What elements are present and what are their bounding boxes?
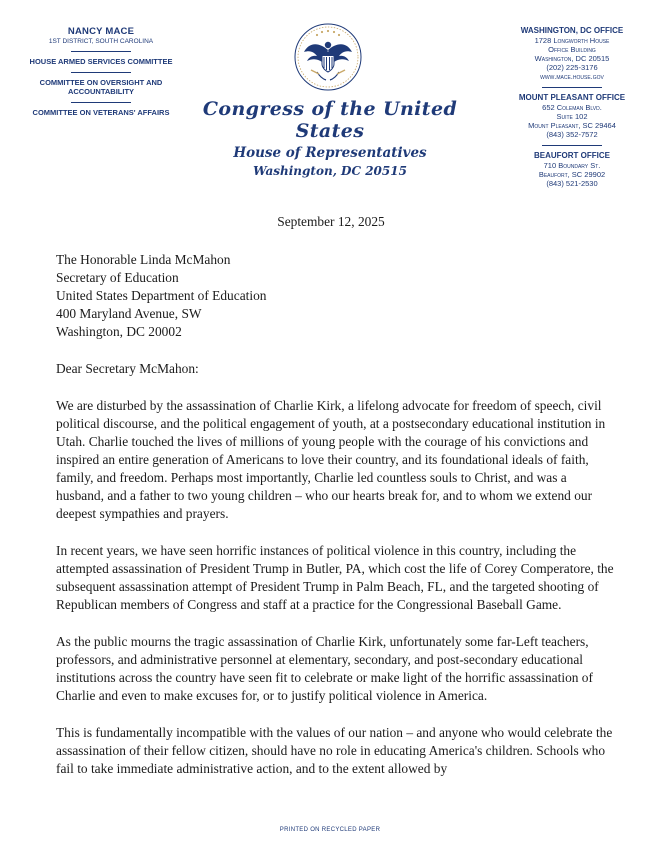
eagle-seal-icon (293, 22, 363, 92)
office-line: Beaufort, SC 29902 (538, 170, 606, 179)
divider (71, 72, 131, 73)
office-website: www.mace.house.gov (540, 72, 604, 81)
masthead-congress: Congress of the United States (202, 98, 458, 142)
office-mount-pleasant (498, 93, 646, 139)
recipient-line: The Honorable Linda McMahon (56, 252, 231, 267)
masthead (180, 98, 480, 178)
divider (71, 51, 131, 52)
paragraph: This is fundamentally incompatible with the values of our nation – and anyone who would celebrate the assassination of their fellow citizen, should have no role in educating America's children. Schools who fail to take immediate administrative action, and to the extent allowed by (56, 725, 613, 776)
recipient-line: United States Department of Education (56, 288, 267, 303)
committee-armed-services: HOUSE ARMED SERVICES COMMITTEE (29, 57, 173, 66)
letter-date: September 12, 2025 (277, 214, 385, 229)
office-line: 1728 Longworth House (534, 36, 610, 45)
office-phone: (843) 352-7572 (546, 130, 598, 139)
member-name: NANCY MACE (67, 26, 135, 37)
divider (542, 145, 602, 146)
divider (542, 87, 602, 88)
office-phone: (843) 521-2530 (546, 179, 598, 188)
office-beaufort (498, 151, 646, 188)
office-phone: (202) 225-3176 (546, 63, 598, 72)
office-line: 652 Coleman Blvd. (542, 103, 602, 112)
office-washington (498, 26, 646, 81)
recipient-line: Washington, DC 20002 (56, 324, 182, 339)
paragraph: In recent years, we have seen horrific instances of political violence in this country, including the attempted assassination of President Trump in Butler, PA, which cost the life of Corey Comperatore, the subsequent assassination attempt of President Trump in Palm Beach, FL, and the targeted shooting of Republican members of Congress and staff at a practice for the Congressional Baseball Game. (56, 543, 614, 612)
office-title: MOUNT PLEASANT OFFICE (518, 93, 626, 102)
masthead-house: House of Representatives (233, 145, 427, 161)
offices-block (498, 26, 646, 188)
recipient-line: 400 Maryland Avenue, SW (56, 306, 202, 321)
recycled-paper-note: PRINTED ON RECYCLED PAPER (279, 827, 381, 833)
salutation: Dear Secretary McMahon: (56, 361, 199, 376)
office-line: Washington, DC 20515 (534, 54, 610, 63)
divider (71, 102, 131, 103)
office-line: 710 Boundary St. (543, 161, 601, 170)
recipient-line: Secretary of Education (56, 270, 179, 285)
letter-body (56, 213, 616, 778)
office-title: BEAUFORT OFFICE (534, 151, 610, 160)
committee-oversight: COMMITTEE ON OVERSIGHT AND ACCOUNTABILITY (39, 78, 163, 96)
recipient-address (56, 251, 616, 341)
member-info-block (20, 26, 182, 117)
office-line: Suite 102 (556, 112, 588, 121)
office-line: Mount Pleasant, SC 29464 (528, 121, 616, 130)
office-title: WASHINGTON, DC OFFICE (520, 26, 624, 35)
paragraph: As the public mourns the tragic assassination of Charlie Kirk, unfortunately some far-Left teachers, professors, and administrative personnel at elementary, secondary, and post-secondary educational institutions across the country have seen fit to celebrate or make light of the horrific assassination of Charlie and even to make excuses for, or to justify political violence in America. (56, 634, 593, 703)
paragraph: We are disturbed by the assassination of Charlie Kirk, a lifelong advocate for freedom of speech, civil political discourse, and the political engagement of youth, at a postsecondary educational institution in Utah. Charlie touched the lives of millions of young people with the courage of his convictions and inspired an entire generation of Americans to love their country, and its foundational ideals of faith, family, and freedom. Perhaps most importantly, Charlie led countless souls to Christ, and was a husband, and a father to two young children – who our hearts break for, and to whom we extend our deepest sympathies and prayers. (56, 398, 606, 521)
committee-veterans-affairs: COMMITTEE ON VETERANS' AFFAIRS (32, 108, 170, 117)
office-line: Office Building (548, 45, 596, 54)
member-district: 1ST DISTRICT, SOUTH CAROLINA (48, 38, 154, 45)
masthead-address: Washington, DC 20515 (253, 164, 407, 178)
